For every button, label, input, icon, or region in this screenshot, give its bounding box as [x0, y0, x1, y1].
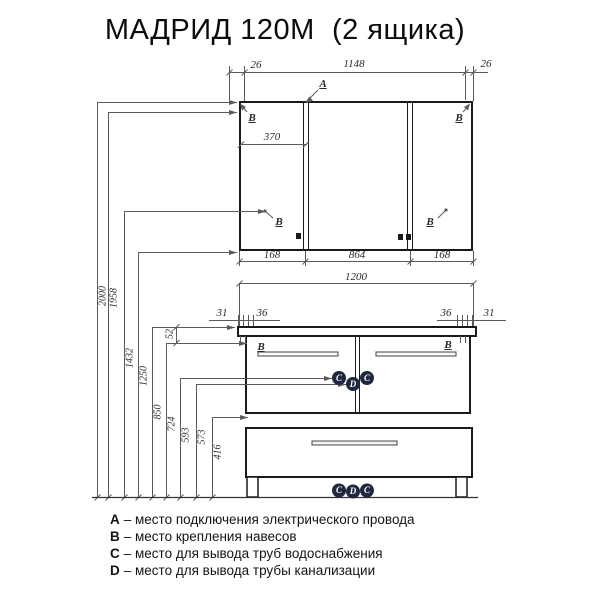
dim-label-top-right-26: 26 [480, 58, 492, 70]
marker-a-label: A [319, 78, 327, 90]
legend-item-b [110, 529, 297, 544]
height-label-416: 416 [212, 444, 224, 460]
marker-b-lower-right: B [426, 216, 434, 228]
height-label-724: 724 [166, 416, 178, 432]
marker-c-bottom-right: C [363, 485, 371, 495]
dim-label-top-1148: 1148 [343, 58, 365, 70]
marker-b-door-left: B [257, 341, 265, 353]
height-label-1250: 1250 [138, 366, 150, 386]
marker-d-mid: D [349, 379, 357, 389]
legend-item-a [110, 512, 415, 527]
dim-label-door-370: 370 [263, 131, 281, 143]
legend-key-c: C [110, 546, 120, 561]
height-label-850: 850 [152, 404, 164, 420]
legend-item-d [110, 563, 375, 578]
height-label-593: 593 [180, 427, 192, 443]
legend-text-b: – место крепления навесов [123, 529, 297, 544]
marker-c-mid-left: C [335, 373, 343, 383]
height-label-1432: 1432 [124, 348, 136, 368]
dim-label-bottom-168-right: 168 [433, 249, 451, 261]
marker-d-bottom: D [349, 486, 357, 496]
legend-key-d: D [110, 563, 120, 578]
height-label-2000: 2000 [97, 286, 109, 306]
marker-c-bottom-left: C [335, 485, 343, 495]
legend-text-d: – место для вывода трубы канализации [123, 563, 376, 578]
marker-b-door-right: B [444, 339, 452, 351]
dim-label-right-31: 31 [483, 307, 495, 319]
marker-c-mid-right: C [363, 373, 371, 383]
dim-label-right-36: 36 [440, 307, 452, 319]
dim-label-top-left-26: 26 [250, 59, 262, 71]
legend-item-c [110, 546, 383, 561]
marker-b-top-right: B [455, 112, 463, 124]
dim-label-bottom-864: 864 [348, 249, 366, 261]
dim-label-bottom-168-left: 168 [263, 249, 281, 261]
marker-b-top-left: B [248, 112, 256, 124]
dim-label-1200: 1200 [345, 271, 367, 283]
legend-key-a: A [110, 512, 120, 527]
dim-label-left-31: 31 [216, 307, 228, 319]
legend-text-c: – место для вывода труб водоснабжения [123, 546, 383, 561]
legend-key-b: B [110, 529, 120, 544]
drawing-title: МАДРИД 120М (2 ящика) [104, 14, 466, 46]
dim-label-52: 52 [164, 329, 176, 339]
height-label-1958: 1958 [108, 288, 120, 308]
height-label-573: 573 [196, 429, 208, 445]
lower-cabinet-outline [238, 327, 476, 497]
marker-b-lower-left: B [275, 216, 283, 228]
legend-text-a: – место подключения электрического провода [123, 512, 415, 527]
dim-label-left-36: 36 [256, 307, 268, 319]
